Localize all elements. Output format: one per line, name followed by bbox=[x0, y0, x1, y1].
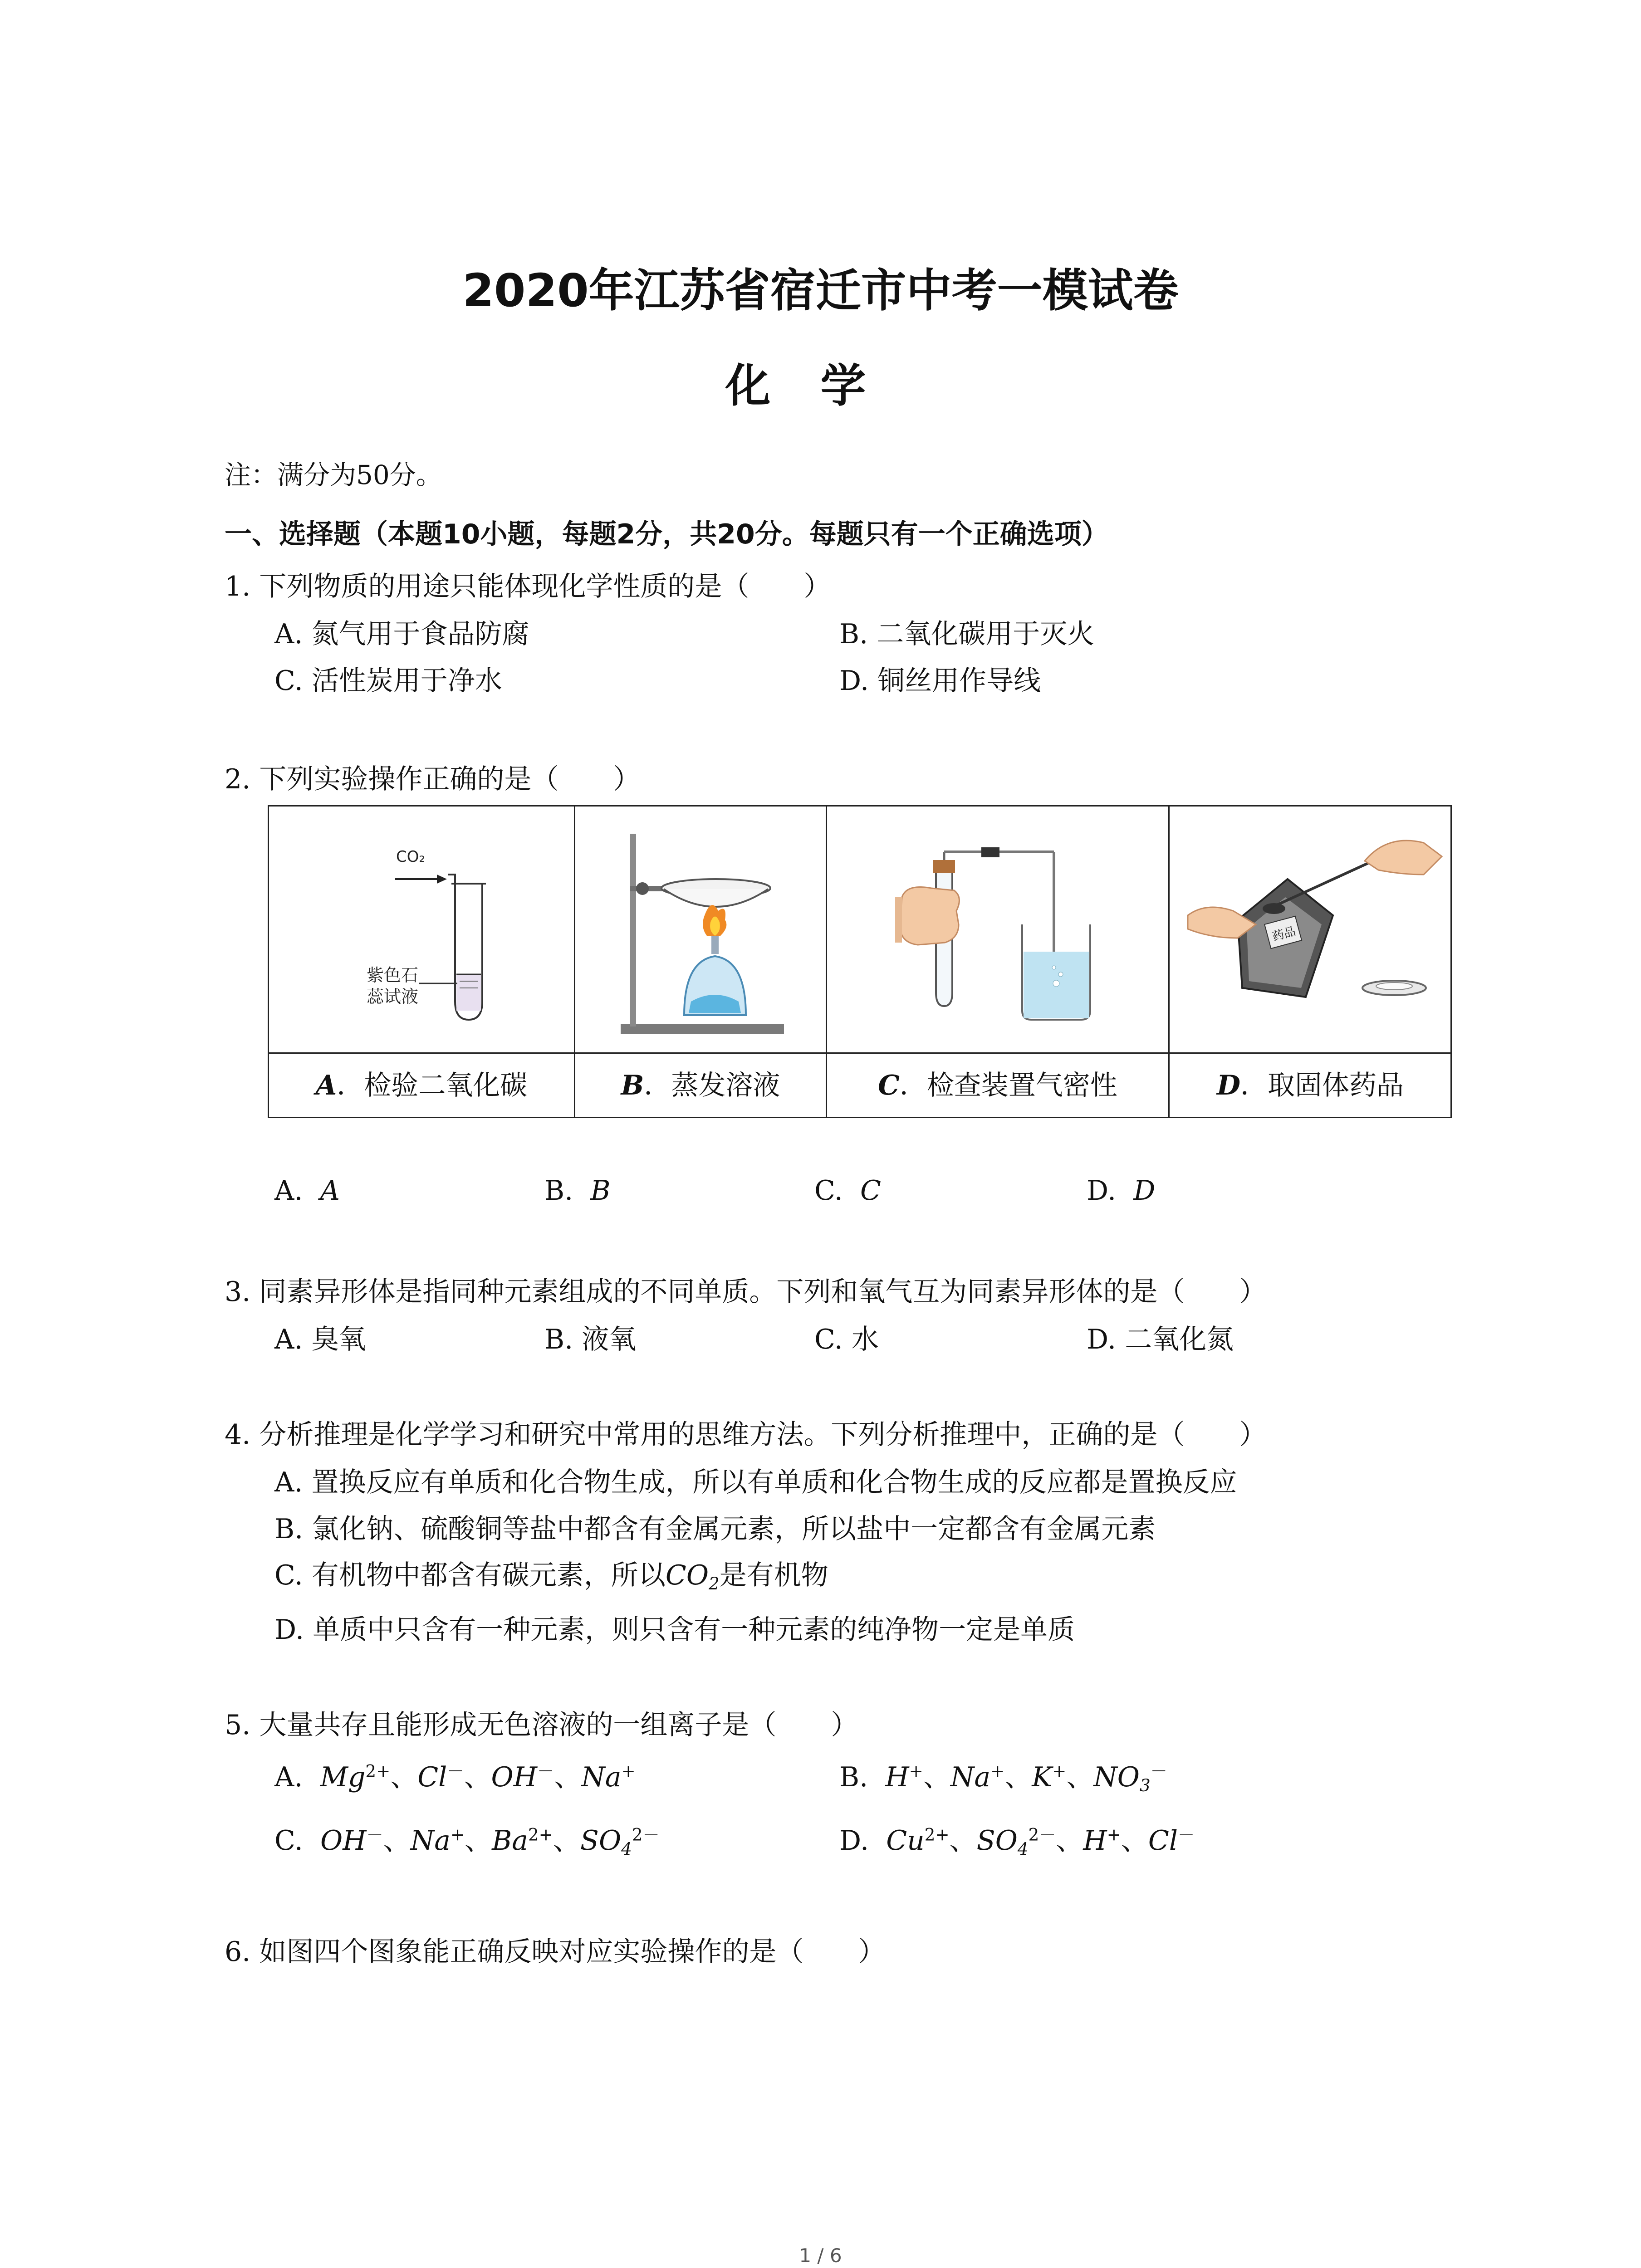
question-5-option-c: C. OH－、Na+、$Ba^{2+}$、$SO_4^{2-}$ bbox=[274, 1824, 660, 1859]
co2-label: CO₂ bbox=[396, 848, 426, 866]
figure-caption-d: D．取固体药品 bbox=[1170, 1052, 1451, 1117]
question-3-option-d: D. 二氧化氮 bbox=[1087, 1324, 1234, 1355]
question-5-option-b: B. H+、Na+、K+、$NO_3^-$ bbox=[839, 1761, 1167, 1796]
question-6-stem: 6. 如图四个图象能正确反映对应实验操作的是（ ） bbox=[225, 1936, 886, 1968]
section-heading: 一、选择题（本题10小题，每题2分，共20分。每题只有一个正确选项） bbox=[225, 518, 1109, 550]
question-4-option-a: A. 置换反应有单质和化合物生成，所以有单质和化合物生成的反应都是置换反应 bbox=[274, 1466, 1237, 1498]
question-4-option-d: D. 单质中只含有一种元素，则只含有一种元素的纯净物一定是单质 bbox=[274, 1614, 1075, 1646]
question-5-option-a: A. $Mg^{2+}$、Cl－、OH－、Na+ bbox=[274, 1761, 636, 1793]
question-5-option-d: D. $Cu^{2+}$、$SO_4^{2-}$、H+、Cl－ bbox=[839, 1824, 1195, 1859]
question-3-stem: 3. 同素异形体是指同种元素组成的不同单质。下列和氧气互为同素异形体的是（ ） bbox=[225, 1276, 1267, 1308]
figure-cell-c bbox=[827, 807, 1170, 1117]
question-1-option-c: C. 活性炭用于净水 bbox=[274, 665, 502, 697]
solid-reagent-illustration bbox=[1170, 807, 1451, 1054]
figure-caption-b: B．蒸发溶液 bbox=[575, 1052, 826, 1117]
question-2-stem: 2. 下列实验操作正确的是（ ） bbox=[225, 763, 641, 795]
question-1-option-d: D. 铜丝用作导线 bbox=[839, 665, 1041, 697]
question-2-option-b: B. B bbox=[544, 1175, 611, 1207]
question-1-option-a: A. 氮气用于食品防腐 bbox=[274, 618, 529, 650]
reagent-label: 药品 bbox=[1271, 924, 1298, 944]
litmus-label-2: 蕊试液 bbox=[367, 987, 419, 1007]
question-4-option-c: C. 有机物中都含有碳元素，所以$CO_2$是有机物 bbox=[274, 1559, 828, 1594]
page-number: 1 / 6 bbox=[799, 2244, 842, 2267]
figure-cell-b bbox=[575, 807, 827, 1117]
question-2-option-d: D. D bbox=[1087, 1175, 1156, 1207]
subject-title: 化学 bbox=[725, 359, 916, 412]
question-1-option-b: B. 二氧化碳用于灭火 bbox=[839, 618, 1095, 650]
question-3-option-b: B. 液氧 bbox=[544, 1324, 637, 1355]
question-4-option-b: B. 氯化钠、硫酸铜等盐中都含有金属元素，所以盐中一定都含有金属元素 bbox=[274, 1513, 1156, 1545]
question-2-option-c: C. C bbox=[814, 1175, 881, 1207]
question-2-option-a: A. A bbox=[274, 1175, 340, 1207]
question-1-stem: 1. 下列物质的用途只能体现化学性质的是（ ） bbox=[225, 571, 831, 602]
co2-test-tube-illustration bbox=[269, 807, 574, 1054]
airtightness-check-illustration bbox=[827, 807, 1168, 1054]
figure-cell-d bbox=[1170, 807, 1451, 1117]
question-3-option-c: C. 水 bbox=[814, 1324, 879, 1355]
question-5-stem: 5. 大量共存且能形成无色溶液的一组离子是（ ） bbox=[225, 1709, 858, 1741]
figure-caption-a: A．检验二氧化碳 bbox=[269, 1052, 574, 1117]
question-2-figure-table bbox=[268, 805, 1452, 1118]
question-3-option-a: A. 臭氧 bbox=[274, 1324, 366, 1355]
page-title: 2020年江苏省宿迁市中考一模试卷 bbox=[462, 264, 1179, 317]
question-4-stem: 4. 分析推理是化学学习和研究中常用的思维方法。下列分析推理中，正确的是（ ） bbox=[225, 1419, 1267, 1451]
litmus-label-1: 紫色石 bbox=[367, 965, 419, 985]
evaporation-illustration bbox=[575, 807, 826, 1054]
score-note: 注：满分为50分。 bbox=[225, 459, 442, 490]
figure-cell-a bbox=[269, 807, 575, 1117]
figure-caption-c: C．检查装置气密性 bbox=[827, 1052, 1168, 1117]
